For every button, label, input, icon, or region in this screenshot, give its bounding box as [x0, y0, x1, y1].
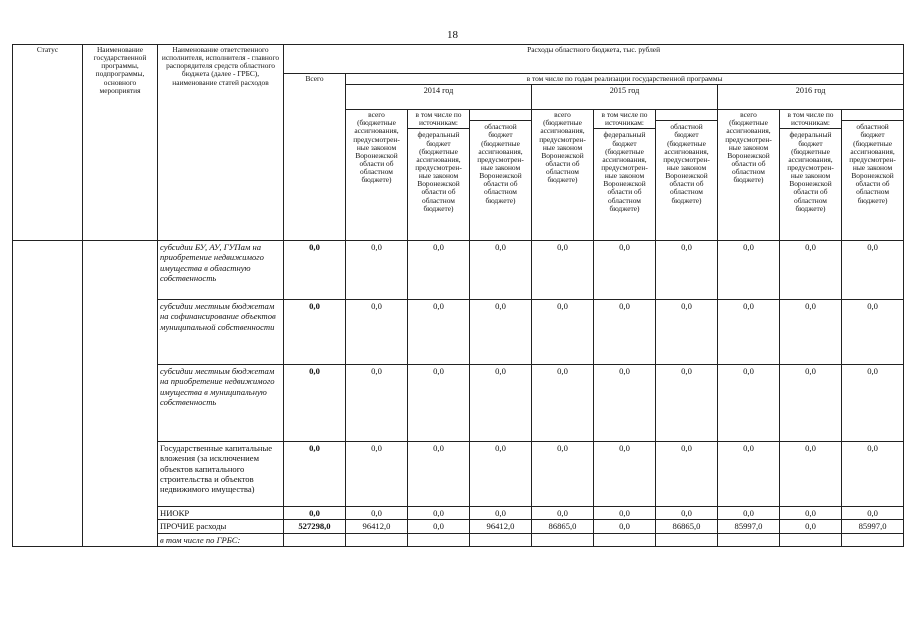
value-cell: 0,0: [284, 442, 346, 507]
value-cell: 0,0: [842, 241, 904, 300]
header-2014-all: всего (бюджетные ассигнования, предусмотрен-ные законом Воронежской области об областном бюджете): [346, 110, 408, 241]
value-cell: 0,0: [718, 241, 780, 300]
header-program-name: Наименование государственной программы, подпрограммы, основного мероприятия: [83, 45, 158, 241]
value-cell: 0,0: [842, 442, 904, 507]
header-2014-sources: в том числе по источникам:: [408, 111, 469, 129]
header-year-2015: 2015 год: [532, 85, 718, 110]
header-2016-all: всего (бюджетные ассигнования, предусмотрен-ные законом Воронежской области об областном бюджете): [718, 110, 780, 241]
value-cell: 0,0: [346, 241, 408, 300]
value-cell: 0,0: [470, 241, 532, 300]
row-label: Государственные капитальные вложения (за исключением объектов капитального строительства и объектов недвижимого имущества): [158, 442, 284, 507]
value-cell: 86865,0: [656, 520, 718, 533]
value-cell: 0,0: [346, 442, 408, 507]
value-cell: [718, 533, 780, 546]
value-cell: 0,0: [408, 507, 470, 520]
value-cell: 0,0: [470, 365, 532, 442]
value-cell: 0,0: [594, 365, 656, 442]
value-cell: 0,0: [408, 442, 470, 507]
header-2015-sources: в том числе по источникам:: [594, 111, 655, 129]
value-cell: 0,0: [532, 365, 594, 442]
row-label: субсидии местным бюджетам на софинансирование объектов муниципальной собственности: [158, 300, 284, 365]
row-label: субсидии БУ, АУ, ГУПам на приобретение недвижимого имущества в областную собственность: [158, 241, 284, 300]
header-2016-regional: областной бюджет (бюджетные ассигнования, предусмотрен-ные законом Воронежской области об областном бюджете): [842, 110, 904, 241]
header-by-year: в том числе по годам реализации государственной программы: [346, 74, 904, 85]
value-cell: 0,0: [594, 442, 656, 507]
value-cell: 96412,0: [470, 520, 532, 533]
value-cell: 0,0: [594, 507, 656, 520]
header-2014-regional: областной бюджет (бюджетные ассигнования, предусмотрен-ные законом Воронежской области об областном бюджете): [470, 110, 532, 241]
value-cell: 0,0: [408, 300, 470, 365]
value-cell: 0,0: [346, 507, 408, 520]
value-cell: 0,0: [780, 507, 842, 520]
header-2015-regional: областной бюджет (бюджетные ассигнования, предусмотрен-ные законом Воронежской области об областном бюджете): [656, 110, 718, 241]
value-cell: 0,0: [656, 300, 718, 365]
table-row: [13, 241, 904, 300]
value-cell: 0,0: [284, 241, 346, 300]
value-cell: 0,0: [532, 442, 594, 507]
page-number: 18: [447, 29, 458, 41]
header-total: Всего: [284, 74, 346, 241]
value-cell: 0,0: [780, 442, 842, 507]
header-year-2016: 2016 год: [718, 85, 904, 110]
header-2015-all: всего (бюджетные ассигнования, предусмотрен-ные законом Воронежской области об областном бюджете): [532, 110, 594, 241]
header-2016-federal: в том числе по источникам: федеральный бюджет (бюджетные ассигнования, предусмотрен-ные законом Воронежской области об областном бюджете): [780, 110, 842, 241]
value-cell: 0,0: [346, 300, 408, 365]
value-cell: 0,0: [780, 365, 842, 442]
value-cell: 0,0: [656, 507, 718, 520]
header-2014-federal: в том числе по источникам: федеральный бюджет (бюджетные ассигнования, предусмотрен-ные законом Воронежской области об областном бюджете): [408, 110, 470, 241]
value-cell: 0,0: [842, 507, 904, 520]
row-label: в том числе по ГРБС:: [158, 533, 284, 546]
value-cell: [656, 533, 718, 546]
value-cell: 0,0: [346, 365, 408, 442]
value-cell: 0,0: [284, 507, 346, 520]
value-cell: [842, 533, 904, 546]
value-cell: 0,0: [470, 442, 532, 507]
value-cell: 0,0: [532, 507, 594, 520]
header-executor: Наименование ответственного исполнителя, исполнителя - главного распорядителя средств областного бюджета (далее - ГРБС), наименование статей расходов: [158, 45, 284, 241]
value-cell: 0,0: [780, 520, 842, 533]
value-cell: 0,0: [408, 520, 470, 533]
header-expenses: Расходы областного бюджета, тыс. рублей: [284, 45, 904, 74]
value-cell: 0,0: [780, 241, 842, 300]
value-cell: 0,0: [594, 241, 656, 300]
value-cell: 86865,0: [532, 520, 594, 533]
value-cell: 0,0: [594, 520, 656, 533]
value-cell: 0,0: [718, 300, 780, 365]
value-cell: 0,0: [594, 300, 656, 365]
value-cell: 0,0: [842, 300, 904, 365]
value-cell: 0,0: [284, 365, 346, 442]
value-cell: 0,0: [718, 365, 780, 442]
value-cell: 0,0: [532, 241, 594, 300]
row-label: НИОКР: [158, 507, 284, 520]
value-cell: 0,0: [656, 365, 718, 442]
header-2016-sources: в том числе по источникам:: [780, 111, 841, 129]
header-status: Статус: [13, 45, 83, 241]
value-cell: [408, 533, 470, 546]
value-cell: 0,0: [532, 300, 594, 365]
value-cell: 0,0: [656, 241, 718, 300]
value-cell: [346, 533, 408, 546]
value-cell: 0,0: [842, 365, 904, 442]
value-cell: 96412,0: [346, 520, 408, 533]
value-cell: 0,0: [780, 300, 842, 365]
header-year-2014: 2014 год: [346, 85, 532, 110]
row-label: ПРОЧИЕ расходы: [158, 520, 284, 533]
value-cell: 85997,0: [842, 520, 904, 533]
value-cell: 0,0: [470, 300, 532, 365]
status-cell: [13, 241, 83, 547]
value-cell: [532, 533, 594, 546]
program-cell: [83, 241, 158, 547]
value-cell: 85997,0: [718, 520, 780, 533]
value-cell: [470, 533, 532, 546]
value-cell: 0,0: [718, 507, 780, 520]
value-cell: 527298,0: [284, 520, 346, 533]
value-cell: 0,0: [718, 442, 780, 507]
value-cell: 0,0: [284, 300, 346, 365]
value-cell: [594, 533, 656, 546]
value-cell: [284, 533, 346, 546]
row-label: субсидии местным бюджетам на приобретение недвижимого имущества в муниципальную собственность: [158, 365, 284, 442]
header-2015-federal: в том числе по источникам: федеральный бюджет (бюджетные ассигнования, предусмотрен-ные законом Воронежской области об областном бюджете): [594, 110, 656, 241]
value-cell: 0,0: [656, 442, 718, 507]
value-cell: 0,0: [408, 241, 470, 300]
header-row-1: [13, 45, 904, 74]
budget-table: [12, 44, 904, 547]
value-cell: [780, 533, 842, 546]
value-cell: 0,0: [408, 365, 470, 442]
value-cell: 0,0: [470, 507, 532, 520]
